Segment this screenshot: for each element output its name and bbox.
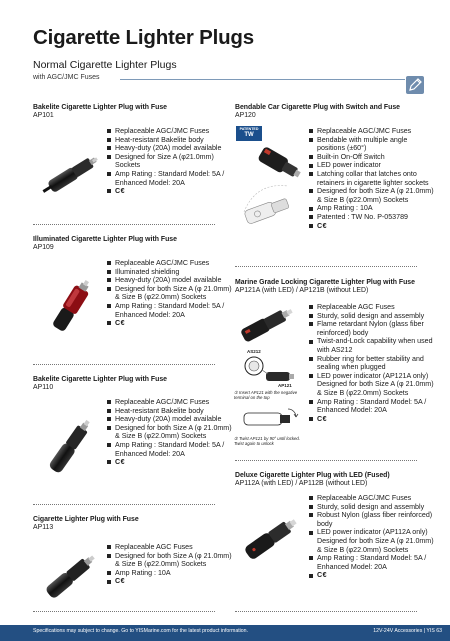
feature-item: Rubber ring for better stability and sealing when plugged <box>309 355 437 372</box>
product-image-ap110 <box>36 408 108 480</box>
product-title: Illuminated Cigarette Lighter Plug with Fuse <box>33 236 177 243</box>
ce-mark: C€ <box>107 187 235 196</box>
instruction-step-2: ② Twist AP121 by 90° until locked. Twist again to unlock <box>234 436 300 446</box>
product-ap101 <box>33 104 229 120</box>
product-code: AP113 <box>33 524 54 531</box>
feature-list-ap113 <box>107 543 235 586</box>
product-ap113 <box>33 516 229 532</box>
twist-diagram <box>240 403 300 435</box>
product-code: AP109 <box>33 244 54 251</box>
ce-mark: C€ <box>309 222 437 231</box>
divider <box>33 224 215 225</box>
product-title: Cigarette Lighter Plug with Fuse <box>33 516 139 523</box>
product-ap110 <box>33 376 229 392</box>
product-code: AP101 <box>33 112 54 119</box>
product-title: Bakelite Cigarette Lighter Plug with Fuse <box>33 376 168 383</box>
footer-disclaimer: Specifications may subject to change. Go to YISMarine.com for the latest product information. <box>33 628 249 634</box>
product-image-ap120 <box>236 142 308 238</box>
feature-item: Amp Rating : 10A <box>107 569 235 578</box>
feature-item: Designed for both Size A (φ 21.0mm) & Size B (φ22.0mm) Sockets <box>107 424 235 441</box>
instruction-step-1: ① Insert AP121 with the negative terminal on the top <box>234 390 298 400</box>
feature-item: Flame retardant Nylon (glass fiber reinforced) body <box>309 320 437 337</box>
feature-list-ap121 <box>309 303 437 423</box>
product-image-ap113 <box>36 542 108 608</box>
feature-item: Heat-resistant Bakelite body <box>107 407 235 416</box>
feature-item: Heavy-duty (20A) model available <box>107 144 235 153</box>
feature-item: Latching collar that latches onto retainers in cigarette lighter sockets <box>309 170 437 187</box>
product-title: Marine Grade Locking Cigarette Lighter Plug with Fuse <box>235 279 415 286</box>
feature-item: Illuminated shielding <box>107 268 235 277</box>
product-code: AP121A (with LED) / AP121B (without LED) <box>235 287 369 294</box>
feature-item: Sturdy, solid design and assembly <box>309 312 437 321</box>
feature-item: Replaceable AGC Fuses <box>107 543 235 552</box>
socket-label: AS212 <box>247 349 261 354</box>
feature-list-ap101 <box>107 127 235 196</box>
divider <box>235 611 417 612</box>
divider <box>235 266 417 267</box>
feature-item: Amp Rating : Standard Model: 5A / Enhanced Model: 20A <box>309 398 437 415</box>
feature-item: Designed for both Size A (φ 21.0mm) & Size B (φ22.0mm) Sockets <box>309 187 437 204</box>
feature-item: Heat-resistant Bakelite body <box>107 136 235 145</box>
pencil-icon <box>406 76 424 94</box>
product-ap120 <box>235 104 431 120</box>
product-image-ap101 <box>38 142 108 204</box>
feature-item: Patented : TW No. P-053789 <box>309 213 437 222</box>
feature-item: Amp Rating : Standard Model: 5A / Enhanced Model: 20A <box>107 441 235 458</box>
feature-list-ap109 <box>107 259 235 328</box>
feature-item: Replaceable AGC Fuses <box>309 303 437 312</box>
ce-mark: C€ <box>107 577 235 586</box>
section-title: Normal Cigarette Lighter Plugs <box>33 59 177 71</box>
feature-item: Twist-and-Lock capability when used with AS212 <box>309 337 437 354</box>
product-code: AP120 <box>235 112 256 119</box>
product-title: Deluxe Cigarette Lighter Plug with LED (Fused) <box>235 472 390 479</box>
product-image-ap121 <box>236 302 298 346</box>
feature-item: LED power indicator <box>309 161 437 170</box>
ce-mark: C€ <box>309 415 437 424</box>
feature-list-ap110 <box>107 398 235 467</box>
product-image-ap109 <box>38 268 108 340</box>
feature-item: LED power indicator (AP112A only) Designed for both Size A (φ 21.0mm) & Size B (φ22.0mm) Sockets <box>309 528 437 554</box>
section-subtitle: with AGC/JMC Fuses <box>33 74 100 81</box>
feature-item: Replaceable AGC/JMC Fuses <box>309 494 437 503</box>
feature-item: Amp Rating : Standard Model: 5A / Enhanced Model: 20A <box>107 170 235 187</box>
product-ap109 <box>33 236 229 252</box>
feature-item: Robust Nylon (glass fiber reinforced) body <box>309 511 437 528</box>
ce-mark: C€ <box>107 319 235 328</box>
feature-item: Heavy-duty (20A) model available <box>107 415 235 424</box>
patent-badge <box>236 126 262 141</box>
plug-label: AP121 <box>278 383 292 388</box>
feature-item: Designed for both Size A (φ 21.0mm) & Size B (φ22.0mm) Sockets <box>107 552 235 569</box>
feature-item: Amp Rating : 10A <box>309 204 437 213</box>
product-code: AP110 <box>33 384 54 391</box>
product-ap112 <box>235 472 431 488</box>
product-image-ap112 <box>238 506 306 568</box>
patent-badge-line1: PATENTED <box>239 127 259 131</box>
feature-item: Replaceable AGC/JMC Fuses <box>107 259 235 268</box>
feature-item: Built-in On-Off Switch <box>309 153 437 162</box>
feature-item: Replaceable AGC/JMC Fuses <box>107 127 235 136</box>
feature-item: Amp Rating : Standard Model: 5A / Enhanced Model: 20A <box>107 302 235 319</box>
feature-item: Amp Rating : Standard Model: 5A / Enhanced Model: 20A <box>309 554 437 571</box>
feature-item: Sturdy, solid design and assembly <box>309 503 437 512</box>
product-title: Bakelite Cigarette Lighter Plug with Fuse <box>33 104 168 111</box>
divider <box>33 504 215 505</box>
feature-item: Replaceable AGC/JMC Fuses <box>309 127 437 136</box>
divider <box>33 611 215 612</box>
divider <box>33 364 215 365</box>
footer-bar <box>0 625 450 641</box>
feature-list-ap112 <box>309 494 437 580</box>
feature-item: Designed for both Size A (φ 21.0mm) & Size B (φ22.0mm) Sockets <box>107 285 235 302</box>
patent-badge-line2: TW <box>244 132 254 138</box>
feature-list-ap120 <box>309 127 437 230</box>
product-ap121 <box>235 279 431 295</box>
feature-item: Replaceable AGC/JMC Fuses <box>107 398 235 407</box>
footer-page-info: 12V-24V Accessories | YIS 63 <box>373 628 442 634</box>
feature-item: LED power indicator (AP121A only) Designed for both Size A (φ 21.0mm) & Size B (φ22.0mm) Sockets <box>309 372 437 398</box>
feature-item: Bendable with multiple angle positions (±60°) <box>309 136 437 153</box>
feature-item: Designed for Size A (φ21.0mm) Sockets <box>107 153 235 170</box>
ce-mark: C€ <box>309 571 437 580</box>
ce-mark: C€ <box>107 458 235 467</box>
divider <box>235 460 417 461</box>
product-code: AP112A (with LED) / AP112B (without LED) <box>235 480 368 487</box>
header-rule <box>120 79 405 80</box>
feature-item: Heavy-duty (20A) model available <box>107 276 235 285</box>
product-title: Bendable Car Cigarette Plug with Switch and Fuse <box>235 104 401 111</box>
page-title: Cigarette Lighter Plugs <box>33 26 254 49</box>
